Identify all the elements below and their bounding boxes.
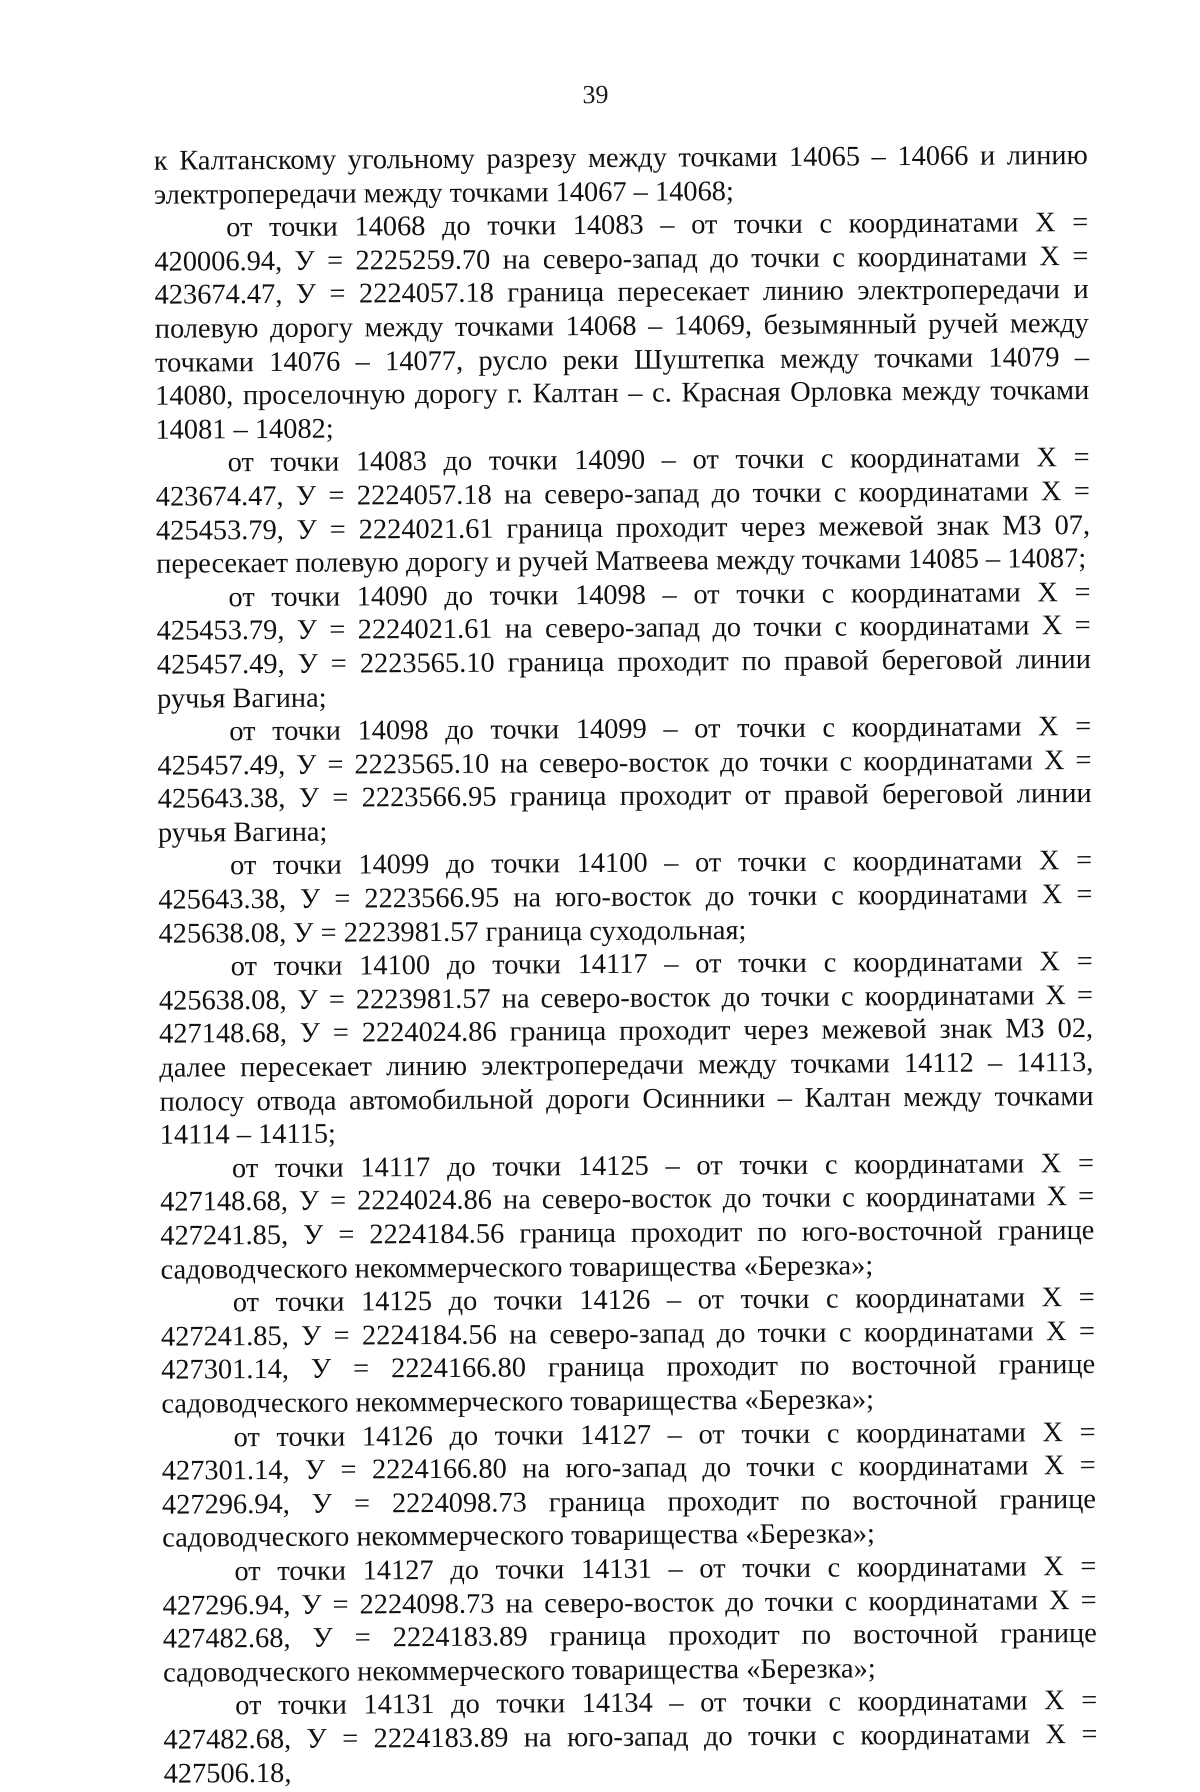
paragraph: от точки 14098 до точки 14099 – от точки с координатами Х = 425457.49, У = 2223565.10 на северо-восток до точки с координатами Х = 425643.38, У = 2223566.95 граница проходит от правой береговой линии ручья Вагина; — [157, 711, 1092, 849]
paragraph: от точки 14117 до точки 14125 – от точки с координатами Х = 427148.68, У = 2224024.86 на северо-восток до точки с координатами Х = 427241.85, У = 2224184.56 граница проходит по юго-восточной границе садоводческого некоммерческого товарищества «Березка»; — [160, 1147, 1095, 1286]
paragraph: к Калтанскому угольному разрезу между точками 14065 – 14066 и линию электропередачи между точками 14067 – 14068; — [153, 140, 1088, 211]
page-number: 39 — [582, 79, 609, 110]
paragraph: от точки 14099 до точки 14100 – от точки с координатами Х = 425643.38, У = 2223566.95 на юго-восток до точки с координатами Х = 425638.08, У = 2223981.57 граница суходольная; — [158, 845, 1093, 950]
paragraph: от точки 14131 до точки 14134 – от точки с координатами Х = 427482.68, У = 2224183.89 на юго-запад до точки с координатами Х = 427506.18, — [163, 1685, 1098, 1790]
paragraph: от точки 14127 до точки 14131 – от точки с координатами Х = 427296.94, У = 2224098.73 на северо-восток до точки с координатами Х = 427482.68, У = 2224183.89 граница проходит по восточной границе садоводческого некоммерческого товарищества «Березка»; — [162, 1550, 1097, 1689]
paragraph: от точки 14083 до точки 14090 – от точки с координатами Х = 423674.47, У = 2224057.18 на северо-запад до точки с координатами Х = 425453.79, У = 2224021.61 граница проходит через межевой знак МЗ 07, пересекает полевую дорогу и ручей Матвеева между точками 14085 – 14087; — [155, 442, 1091, 580]
paragraph: от точки 14125 до точки 14126 – от точки с координатами Х = 427241.85, У = 2224184.56 на северо-запад до точки с координатами Х = 427301.14, У = 2224166.80 граница проходит по восточной границе садоводческого некоммерческого товарищества «Березка»; — [160, 1282, 1096, 1420]
paragraph: от точки 14100 до точки 14117 – от точки с координатами Х = 425638.08, У = 2223981.57 на северо-восток до точки с координатами Х = 427148.68, У = 2224024.86 граница проходит через межевой знак МЗ 02, далее пересекает линию электропередачи между точками 14112 – 14113, полосу отвода автомобильной дороги Осинники – Калтан между точками 14114 – 14115; — [158, 946, 1094, 1151]
paragraph: от точки 14090 до точки 14098 – от точки с координатами Х = 425453.79, У = 2224021.61 на северо-запад до точки с координатами Х = 425457.49, У = 2223565.10 граница проходит по правой береговой линии ручья Вагина; — [156, 576, 1091, 715]
paragraph: от точки 14126 до точки 14127 – от точки с координатами Х = 427301.14, У = 2224166.80 на юго-запад до точки с координатами Х = 427296.94, У = 2224098.73 граница проходит по восточной границе садоводческого некоммерческого товарищества «Березка»; — [161, 1416, 1097, 1555]
document-body — [154, 139, 1098, 1791]
paragraph: от точки 14068 до точки 14083 – от точки с координатами Х = 420006.94, У = 2225259.70 на северо-запад до точки с координатами Х = 423674.47, У = 2224057.18 граница пересекает линию электропередачи и полевую дорогу между точками 14068 – 14069, безымянный ручей между точками 14076 – 14077, русло реки Шуштепка между точками 14079 – 14080, проселочную дорогу г. Калтан – с. Красная Орловка между точками 14081 – 14082; — [154, 207, 1090, 446]
